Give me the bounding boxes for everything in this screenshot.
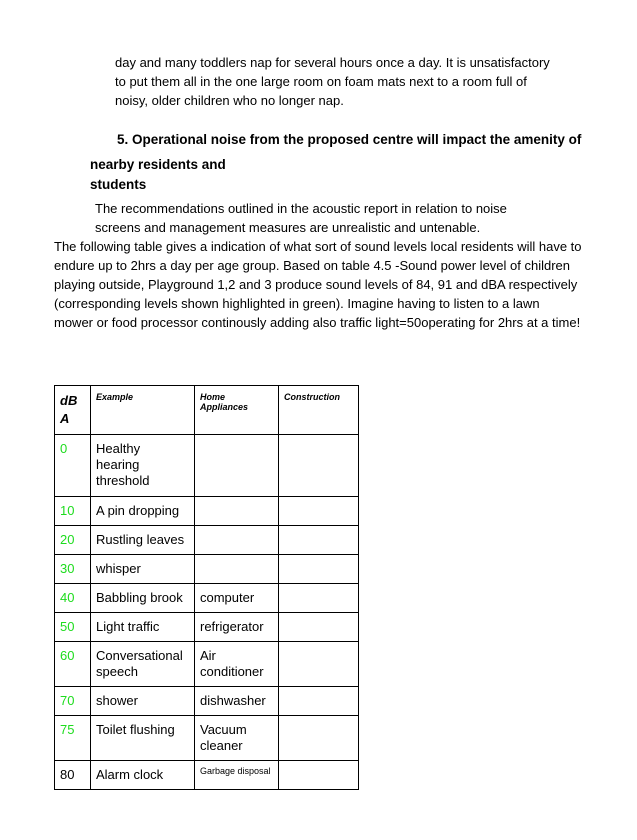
cell-example-line: Babbling brook [96,590,183,605]
cell-construction [279,613,359,642]
cell-home-appliance [195,642,279,687]
sound-level-table [54,385,359,790]
cell-home-appliance [195,761,279,790]
header-construction: Construction [279,386,359,435]
body-line: endure up to 2hrs a day per age group. Based on table 4.5 -Sound power level of children [54,258,571,273]
cell-home-line: Garbage disposal [200,766,271,776]
paragraph-line: day and many toddlers nap for several hours once a day. It is unsatisfactory [115,55,550,70]
cell-dba: 30 [55,555,91,584]
cell-home-appliance [195,526,279,555]
cell-home-appliance [195,687,279,716]
cell-dba: 10 [55,497,91,526]
cell-example [91,761,195,790]
cell-example-line: whisper [96,561,141,576]
table-row [55,526,359,555]
table-header-row [55,386,359,435]
cell-example [91,642,195,687]
cell-example-line: Light traffic [96,619,160,634]
cell-construction [279,526,359,555]
cell-home-line: computer [200,590,255,605]
cell-dba: 75 [55,716,91,761]
section-heading-cont: students [90,177,147,192]
table-row [55,435,359,497]
cell-example [91,497,195,526]
cell-example-line: Toilet flushing [96,722,175,737]
cell-construction [279,716,359,761]
cell-example [91,716,195,761]
cell-home-appliance [195,584,279,613]
cell-example [91,613,195,642]
cell-dba: 0 [55,435,91,497]
cell-dba: 80 [55,761,91,790]
cell-construction [279,435,359,497]
cell-example-line: threshold [96,473,150,488]
table-row [55,613,359,642]
header-home-line: Appliances [200,402,249,412]
table-row [55,687,359,716]
cell-construction [279,642,359,687]
paragraph-line: noisy, older children who no longer nap. [115,93,344,108]
table-row [55,555,359,584]
body-line: The following table gives a indication of what sort of sound levels local residents will have to [54,239,582,254]
body-line: mower or food processor continously adding also traffic light=50operating for 2hrs at a time! [54,315,581,330]
table-row [55,761,359,790]
cell-dba: 70 [55,687,91,716]
section-heading-cont: nearby residents and [90,157,226,172]
cell-dba: 40 [55,584,91,613]
cell-construction [279,555,359,584]
paragraph-line: to put them all in the one large room on foam mats next to a room full of [115,74,527,89]
cell-home-appliance [195,716,279,761]
cell-example-line: Healthy [96,441,141,456]
table-row [55,716,359,761]
cell-example [91,687,195,716]
cell-example-line: A pin dropping [96,503,180,518]
cell-construction [279,584,359,613]
recommendation-line: The recommendations outlined in the acoustic report in relation to noise [95,201,507,216]
header-dba [55,386,91,435]
table-row [55,497,359,526]
cell-home-line: refrigerator [200,619,264,634]
cell-home-appliance [195,555,279,584]
cell-home-line: cleaner [200,738,243,753]
cell-dba: 60 [55,642,91,687]
cell-example [91,555,195,584]
cell-home-appliance [195,613,279,642]
recommendation-line: screens and management measures are unrealistic and untenable. [95,220,481,235]
section-heading: 5. Operational noise from the proposed centre will impact the amenity of [117,132,582,147]
cell-dba: 20 [55,526,91,555]
cell-example-line: Alarm clock [96,767,164,782]
cell-example [91,584,195,613]
header-home-line: Home [200,392,226,402]
header-example: Example [91,386,195,435]
cell-construction [279,761,359,790]
cell-dba: 50 [55,613,91,642]
header-dba-line: A [60,411,70,426]
cell-example-line: speech [96,664,138,679]
cell-example-line: Rustling leaves [96,532,185,547]
cell-example-line: Conversational [96,648,183,663]
cell-home-line: dishwasher [200,693,266,708]
header-home-appliances [195,386,279,435]
cell-home-appliance [195,497,279,526]
table-row [55,584,359,613]
cell-example-line: shower [96,693,138,708]
body-line: playing outside, Playground 1,2 and 3 produce sound levels of 84, 91 and dBA respectively [54,277,578,292]
cell-home-line: Vacuum [200,722,247,737]
cell-home-line: conditioner [200,664,264,679]
cell-example [91,526,195,555]
table-row [55,642,359,687]
cell-home-appliance [195,435,279,497]
cell-example [91,435,195,497]
cell-construction [279,687,359,716]
body-line: (corresponding levels shown highlighted in green). Imagine having to listen to a lawn [54,296,540,311]
cell-example-line: hearing [96,457,140,472]
cell-construction [279,497,359,526]
cell-home-line: Air [200,648,216,663]
header-dba-line: dB [60,393,78,408]
